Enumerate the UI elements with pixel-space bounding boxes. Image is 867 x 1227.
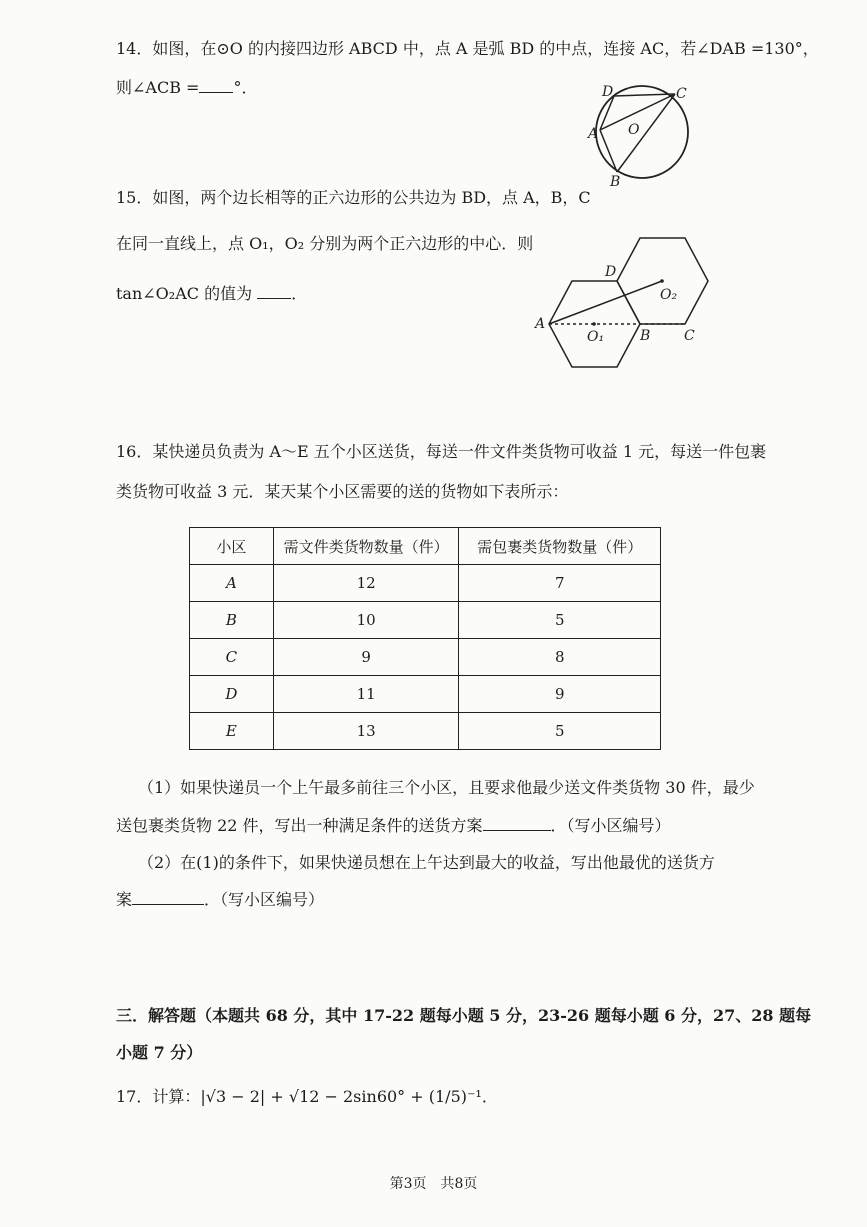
q15-line2: 在同一直线上，点 O₁，O₂ 分别为两个正六边形的中心．则 bbox=[116, 234, 534, 253]
q15-label-a: A bbox=[535, 316, 546, 332]
q17-line bbox=[116, 1086, 498, 1108]
table-cell: 13 bbox=[273, 713, 459, 750]
q15-label-o2: O₂ bbox=[660, 287, 678, 303]
q17-expression: |√3 − 2| + √12 − 2sin60° + (1/5)⁻¹． bbox=[200, 1087, 498, 1106]
q15-label-b: B bbox=[640, 328, 651, 344]
table-row bbox=[190, 713, 661, 750]
table-row bbox=[190, 565, 661, 602]
q16-part1-line2 bbox=[116, 815, 671, 837]
q15-line3-suffix: ． bbox=[291, 284, 308, 303]
q15-line1: 15．如图，两个边长相等的正六边形的公共边为 BD，点 A，B，C bbox=[116, 188, 591, 207]
table-cell: E bbox=[190, 713, 274, 750]
table-header-row bbox=[190, 528, 661, 565]
q15-label-c: C bbox=[684, 328, 695, 344]
q16-line2: 类货物可收益 3 元．某天某个小区需要的送的货物如下表所示： bbox=[116, 482, 569, 501]
q16-part1-prefix: 送包裹类货物 22 件，写出一种满足条件的送货方案 bbox=[116, 816, 483, 835]
q15-line3 bbox=[116, 283, 307, 305]
table-cell: C bbox=[190, 639, 274, 676]
table-cell: 5 bbox=[459, 602, 661, 639]
q15-hexagon-figure bbox=[530, 228, 730, 373]
q16-part2-prefix: 案 bbox=[116, 890, 133, 909]
q14-line1: 14．如图，在⊙O 的内接四边形 ABCD 中，点 A 是弧 BD 的中点，连接 AC，若∠DAB =130°， bbox=[116, 39, 819, 58]
q15-label-d: D bbox=[605, 264, 617, 280]
segment-dc bbox=[614, 94, 675, 96]
q14-label-c: C bbox=[676, 86, 687, 102]
q16-part2-suffix: ．（写小区编号） bbox=[204, 890, 325, 909]
q14-answer-blank[interactable] bbox=[199, 78, 233, 93]
table-header-cell: 小区 bbox=[190, 528, 274, 565]
page-footer: 第3页 共8页 bbox=[389, 1176, 478, 1192]
q15-answer-blank[interactable] bbox=[257, 284, 291, 299]
table-row bbox=[190, 602, 661, 639]
q14-circle-figure bbox=[580, 78, 700, 188]
q16-part1-answer-blank[interactable] bbox=[483, 816, 551, 831]
q15-line3-prefix: tan∠O₂AC 的值为 bbox=[116, 284, 253, 303]
point-o1 bbox=[592, 322, 596, 326]
q16-line1: 16．某快递员负责为 A～E 五个小区送货，每送一件文件类货物可收益 1 元，每送一件包裹 bbox=[116, 442, 767, 461]
table-header-cell: 需包裹类货物数量（件） bbox=[459, 528, 661, 565]
q16-delivery-table bbox=[189, 527, 661, 750]
q14-label-o: O bbox=[628, 122, 640, 138]
table-cell: 8 bbox=[459, 639, 661, 676]
q14-line2 bbox=[116, 77, 257, 99]
q16-part2-line2 bbox=[116, 889, 324, 911]
table-header-cell: 需文件类货物数量（件） bbox=[273, 528, 459, 565]
q14-label-d: D bbox=[602, 84, 614, 100]
table-cell: 7 bbox=[459, 565, 661, 602]
q14-line2-prefix: 则∠ACB = bbox=[116, 78, 200, 97]
table-row bbox=[190, 676, 661, 713]
table-cell: 5 bbox=[459, 713, 661, 750]
q14-label-b: B bbox=[610, 174, 621, 188]
segment-bc bbox=[617, 94, 675, 172]
section3-heading-line2: 小题 7 分） bbox=[116, 1043, 203, 1062]
q16-part2-line1: （2）在(1)的条件下，如果快递员想在上午达到最大的收益，写出他最优的送货方 bbox=[138, 853, 715, 872]
table-cell: D bbox=[190, 676, 274, 713]
point-o2 bbox=[660, 279, 664, 283]
q16-part1-suffix: ．（写小区编号） bbox=[550, 816, 671, 835]
table-cell: B bbox=[190, 602, 274, 639]
q16-part2-answer-blank[interactable] bbox=[132, 890, 204, 905]
table-cell: 12 bbox=[273, 565, 459, 602]
table-row bbox=[190, 639, 661, 676]
q16-part1-line1: （1）如果快递员一个上午最多前往三个小区，且要求他最少送文件类货物 30 件，最少 bbox=[138, 778, 755, 797]
section3-heading-line1: 三．解答题（本题共 68 分，其中 17-22 题每小题 5 分，23-26 题每小题 6 分，27、28 题每 bbox=[116, 1006, 812, 1025]
table-cell: 9 bbox=[459, 676, 661, 713]
table-cell: 9 bbox=[273, 639, 459, 676]
q14-label-a: A bbox=[588, 126, 599, 142]
q15-label-o1: O₁ bbox=[587, 329, 605, 345]
segment-ao2 bbox=[549, 281, 662, 324]
table-cell: 11 bbox=[273, 676, 459, 713]
q17-prefix: 17．计算： bbox=[116, 1087, 201, 1106]
q14-line2-suffix: °． bbox=[233, 78, 258, 97]
table-cell: A bbox=[190, 565, 274, 602]
segment-ab bbox=[600, 130, 617, 172]
table-cell: 10 bbox=[273, 602, 459, 639]
